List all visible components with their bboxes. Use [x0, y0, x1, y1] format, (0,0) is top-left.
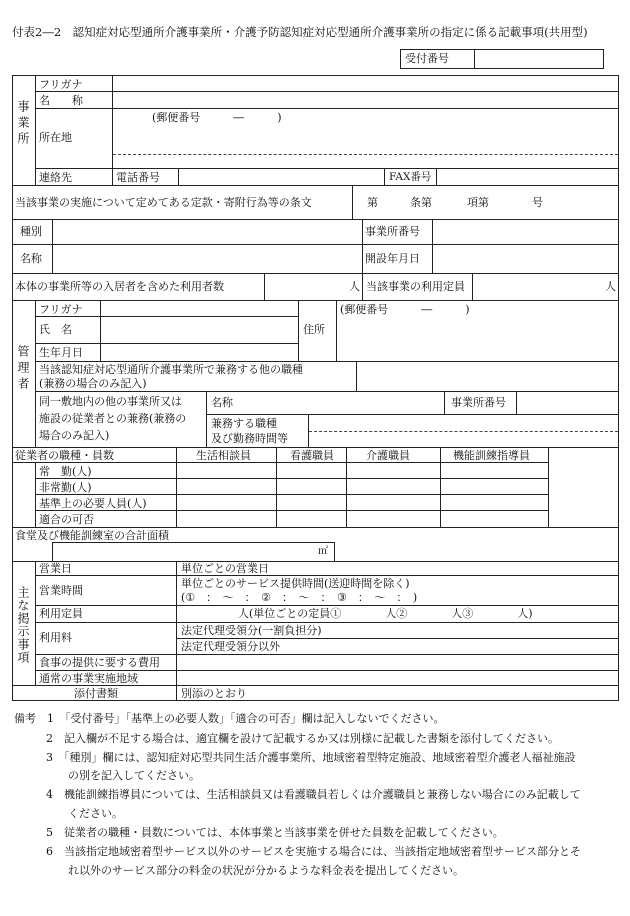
- concurrent-line3: 場合のみ記入): [39, 429, 110, 442]
- duty-type-line2: 及び勤務時間等: [211, 432, 288, 445]
- facility-name-label: 名称: [20, 252, 42, 265]
- jigyosho-tel-field[interactable]: [179, 169, 384, 185]
- jigyosho-furigana-label: フリガナ: [39, 78, 83, 91]
- area-label: 食堂及び機能訓練室の合計面積: [15, 529, 169, 542]
- business-days-label: 営業日: [39, 562, 72, 575]
- fee-value-1: 法定代理受領分(一割負担分): [181, 624, 322, 637]
- facility-office-no-label: 事業所番号: [365, 225, 420, 238]
- jigyosho-postal-label: (郵便番号 ― ): [152, 111, 282, 124]
- staff-row-4: 適合の可否: [39, 513, 94, 526]
- note-line: の別を記入してください。: [68, 769, 200, 782]
- receipt-label: 受付番号: [405, 52, 449, 65]
- manager-dob-label: 生年月日: [39, 346, 83, 359]
- staff-col-2: 看護職員: [290, 449, 334, 462]
- staff-col-1: 生活相談員: [196, 449, 251, 462]
- hours-value-1: 単位ごとのサービス提供時間(送迎時間を除く): [181, 577, 410, 590]
- facility-type-field[interactable]: [53, 220, 362, 244]
- users-count-label: 本体の事業所等の入居者を含めた利用者数: [15, 280, 224, 293]
- note-line: 備考 1 「受付番号」「基準上の必要人数」「適合の可否」欄は記入しないでください。: [14, 712, 445, 725]
- meal-label: 食事の提供に要する費用: [39, 656, 160, 669]
- manager-section-label: 管理者: [16, 345, 30, 393]
- note-line: ください。: [68, 807, 123, 820]
- other-duty-line2: (兼務の場合のみ記入): [39, 377, 147, 390]
- staff-header: 従業者の職種・員数: [15, 449, 114, 462]
- note-line: 4 機能訓練指導員については、生活相談員又は看護職員若しくは介護職員と兼務しない場合にのみ記載して: [46, 788, 581, 801]
- jigyosho-address-field[interactable]: [113, 125, 618, 168]
- note-line: 3 「種別」欄には、認知症対応型共同生活介護事業所、地域密着型特定施設、地域密着型介護老人福祉施設: [46, 751, 576, 764]
- users-unit-1: 人: [349, 280, 360, 293]
- article-dai: 第: [367, 196, 378, 209]
- fee-value-2: 法定代理受領分以外: [181, 640, 280, 653]
- manager-name-label: 氏 名: [39, 323, 72, 336]
- concurrent-line1: 同一敷地内の他の事業所又は: [39, 395, 182, 408]
- capacity-item-value: 人(単位ごとの定員① 人② 人③ 人): [238, 607, 533, 620]
- note-line: れ以外のサービス部分の料金の状況が分かるような料金表を提出してください。: [68, 864, 464, 877]
- facility-name-field[interactable]: [53, 245, 362, 273]
- items-section-label: 主な掲示事項: [16, 586, 30, 664]
- facility-type-label: 種別: [20, 225, 42, 238]
- article-label: 当該事業の実施について定めてある定款・寄附行為等の条文: [15, 196, 312, 209]
- staff-row-2: 非常勤(人): [39, 481, 92, 494]
- attachment-value: 別添のとおり: [181, 687, 247, 700]
- jigyosho-address-label: 所在地: [39, 131, 72, 144]
- staff-row-1: 常 勤(人): [39, 465, 92, 478]
- receipt-number-field[interactable]: [476, 50, 602, 67]
- staff-col-3: 介護職員: [366, 449, 410, 462]
- jigyosho-contact-label: 連絡先: [39, 171, 72, 184]
- jigyosho-tel-label: 電話番号: [116, 171, 160, 184]
- jigyosho-furigana-field[interactable]: [113, 76, 618, 91]
- article-go: 号: [532, 196, 543, 209]
- manager-furigana-label: フリガナ: [39, 303, 83, 316]
- hours-value-2: (① ： ～ ： ② ： ～ ： ③ ： ～ ： ): [181, 591, 418, 604]
- form-title: 付表2―2 認知症対応型通所介護事業所・介護予防認知症対応型通所介護事業所の指定に係る記載事項(共用型): [12, 25, 588, 39]
- capacity-label: 当該事業の利用定員: [366, 280, 465, 293]
- note-line: 6 当該指定地域密着型サービス以外のサービスを実施する場合には、当該指定地域密着型サービス部分とそ: [46, 845, 581, 858]
- jigyosho-section-label: 事業所: [16, 100, 30, 148]
- manager-address-label: 住所: [303, 323, 325, 336]
- concurrent-office-no-label: 事業所番号: [451, 396, 506, 409]
- facility-open-date-field[interactable]: [433, 245, 618, 273]
- service-area-label: 通常の事業実施地域: [39, 672, 138, 685]
- jigyosho-name-field[interactable]: [113, 92, 618, 108]
- note-line: 2 記入欄が不足する場合は、適宜欄を設けて記載するか又は別様に記載した書類を添付してください。: [46, 732, 559, 745]
- facility-office-no-field[interactable]: [433, 220, 618, 244]
- business-days-value: 単位ごとの営業日: [181, 562, 269, 575]
- hours-label: 営業時間: [39, 584, 83, 597]
- attachment-label: 添付書類: [74, 687, 118, 700]
- capacity-item-label: 利用定員: [39, 607, 83, 620]
- note-line: 5 従業者の職種・員数については、本体事業と当該事業を併せた員数を記載してください。: [46, 826, 504, 839]
- staff-col-4: 機能訓練指導員: [453, 449, 530, 462]
- jigyosho-name-label: 名 称: [39, 94, 83, 107]
- manager-postal-label: (郵便番号 ― ): [340, 303, 470, 316]
- jigyosho-fax-field[interactable]: [437, 169, 618, 185]
- other-duty-line1: 当該認知症対応型通所介護事業所で兼務する他の職種: [39, 363, 303, 376]
- concurrent-name-label: 名称: [211, 396, 233, 409]
- staff-row-3: 基準上の必要人員(人): [39, 497, 147, 510]
- fee-label: 利用料: [39, 631, 72, 644]
- users-unit-2: 人: [605, 280, 616, 293]
- facility-open-date-label: 開設年月日: [365, 252, 420, 265]
- area-unit: ㎡: [318, 546, 328, 557]
- article-jo: 条第: [410, 196, 432, 209]
- jigyosho-fax-label: FAX番号: [389, 171, 432, 183]
- article-ko: 項第: [467, 196, 489, 209]
- concurrent-line2: 施設の従業者との兼務(兼務の: [39, 412, 187, 425]
- duty-type-line1: 兼務する職種: [211, 417, 277, 430]
